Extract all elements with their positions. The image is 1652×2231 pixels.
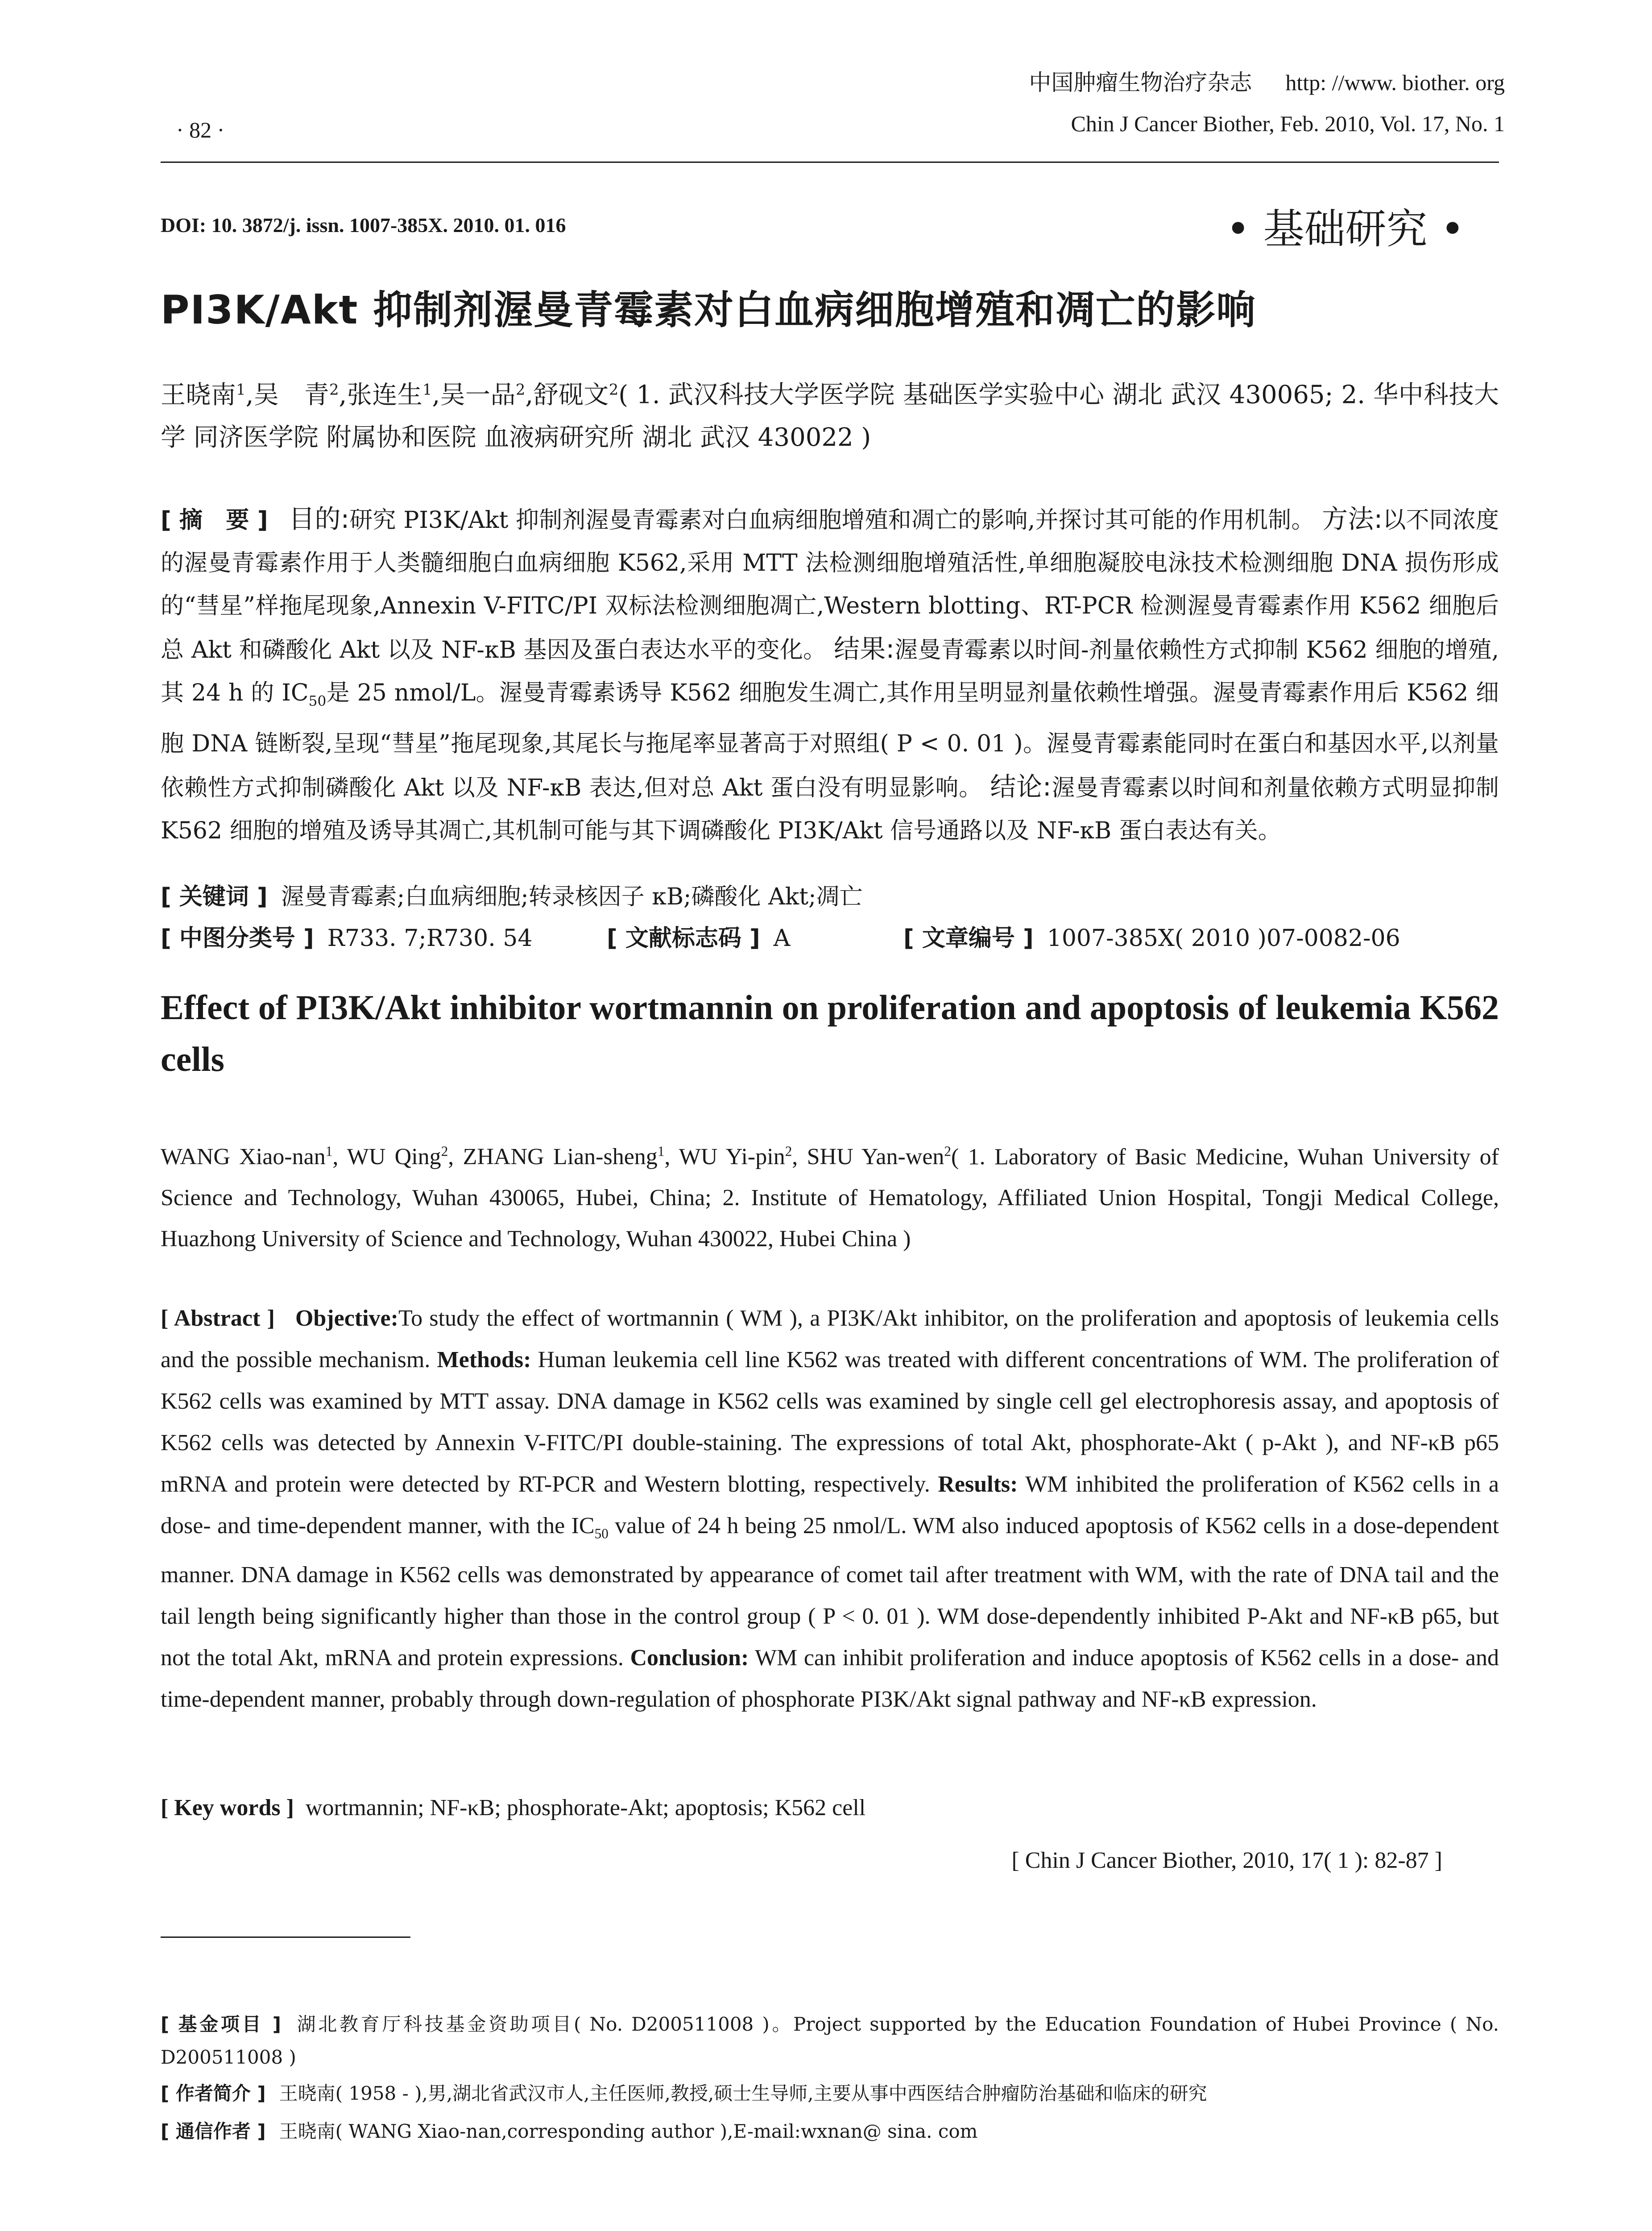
author-en: WU Yi-pin$^2$ <box>679 1144 792 1170</box>
journal-url[interactable]: http: //www. biother. org <box>1285 70 1505 95</box>
author-info-text: 王晓南( 1958 - ),男,湖北省武汉市人,主任医师,教授,硕士生导师,主要从事中西医结合肿瘤防治基础和临床的研究 <box>279 2082 1207 2104</box>
keywords-cn <box>161 875 863 918</box>
abstract-cn <box>161 498 1499 852</box>
author-cn: 吴一品$^2$ <box>440 380 526 410</box>
ic50-subscript: 50 <box>308 693 327 709</box>
objective-head-en: Objective: <box>295 1306 398 1331</box>
keywords-cn-label: [ 关键词 ] <box>161 883 268 910</box>
author-cn: 张连生$^1$ <box>347 380 432 410</box>
footnote-correspondence <box>161 2115 1499 2148</box>
doc-code-label: [ 文献标志码 ] <box>607 925 760 952</box>
doc-code-value: A <box>773 925 791 952</box>
methods-cn: 以不同浓度的渥曼青霉素作用于人类髓细胞白血病细胞 K562,采用 MTT 法检测细胞增殖活性,单细胞凝胶电泳技术检测细胞 DNA 损伤形成的“彗星”样拖尾现象,Annexin V-FITC/PI 双标法检测细胞凋亡,Western blotting、RT-PCR 检测渥曼青霉素作用 K562 细胞后总 Akt 和磷酸化 Akt 以及 NF-κB 基因及蛋白表达水平的变化。 <box>161 507 1499 663</box>
results-head-en: Results: <box>938 1472 1018 1497</box>
clc-label: [ 中图分类号 ] <box>161 925 314 952</box>
author-info-label: [ 作者简介 ] <box>161 2082 266 2104</box>
affiliation-cn: ( 1. 武汉科技大学医学院 基础医学实验中心 湖北 武汉 430065; 2. 华中科技大学 同济医学院 附属协和医院 血液病研究所 湖北 武汉 430022 ) <box>161 380 1499 452</box>
clc-value: R733. 7;R730. 54 <box>327 925 533 952</box>
results-en-a: WM inhibited the proliferation of K562 cells in a dose- and time-dependent manner, with the IC <box>161 1472 1499 1538</box>
author-cn: 舒砚文$^2$ <box>533 380 619 410</box>
conclusion-en: WM can inhibit proliferation and induce apoptosis of K562 cells in a dose- and time-dependent manner, probably through down-regulation of phosphorate PI3K/Akt signal pathway and NF-κB expression. <box>161 1645 1499 1713</box>
correspondence-label: [ 通信作者 ] <box>161 2120 266 2142</box>
header-divider <box>161 162 1499 163</box>
author-cn: 吴 青$^2$ <box>253 380 339 410</box>
methods-head-en: Methods: <box>437 1347 531 1373</box>
keywords-en <box>161 1795 865 1821</box>
author-en: SHU Yan-wen$^2$ <box>807 1144 951 1170</box>
footnote-author <box>161 2077 1499 2110</box>
conclusion-cn: 渥曼青霉素以时间和剂量依赖方式明显抑制 K562 细胞的增殖及诱导其凋亡,其机制可能与其下调磷酸化 PI3K/Akt 信号通路以及 NF-κB 蛋白表达有关。 <box>161 775 1499 845</box>
classification-line <box>161 917 1499 960</box>
journal-name-cn: 中国肿瘤生物治疗杂志 <box>1029 70 1252 95</box>
authors-en: WANG Xiao-nan$^1$, WU Qing$^2$, ZHANG Lian-sheng$^1$, WU Yi-pin$^2$, SHU Yan-wen$^2$( 1. Laboratory of Basic Medicine, Wuhan University of Science and Technology, Wuhan 430065, Hubei, China; 2. Institute of Hematology, Affiliated Union Hospital, Tongji Medical College, Huazhong University of Science and Technology, Wuhan 430022, Hubei China ) <box>161 1144 1499 1252</box>
correspondence-text: 王晓南( WANG Xiao-nan,corresponding author ),E-mail:wxnan@ sina. com <box>279 2120 978 2142</box>
results-cn-a: 渥曼青霉素以时间-剂量依赖性方式抑制 K562 细胞的增殖,其 24 h 的 IC <box>161 637 1499 706</box>
keywords-en-label: [ Key words ] <box>161 1795 294 1820</box>
page-number: · 82 · <box>176 117 225 142</box>
title-cn: PI3K/Akt 抑制剂渥曼青霉素对白血病细胞增殖和凋亡的影响 <box>161 287 1257 333</box>
article-no-label: [ 文章编号 ] <box>903 925 1034 952</box>
footnote-divider <box>161 1937 410 1938</box>
title-en: Effect of PI3K/Akt inhibitor wortmannin on proliferation and apoptosis of leukemia K562 cells <box>161 988 1499 1078</box>
journal-header <box>1029 66 1505 99</box>
affiliation-en: ( 1. Laboratory of Basic Medicine, Wuhan University of Science and Technology, Wuhan 430065, Hubei, China; 2. Institute of Hematology, Affiliated Union Hospital, Tongji Medical College, Huazhong University of Science and Technology, Wuhan 430022, Hubei China ) <box>161 1144 1499 1252</box>
author-en: ZHANG Lian-sheng$^1$ <box>463 1144 665 1170</box>
author-cn: 王晓南$^1$ <box>161 380 246 410</box>
methods-head-cn: 方法: <box>1322 504 1383 534</box>
author-en: WU Qing$^2$ <box>347 1144 448 1170</box>
results-en-b: value of 24 h being 25 nmol/L. WM also induced apoptosis of K562 cells in a dose-dependent manner. DNA damage in K562 cells was demonstrated by appearance of comet tail after treatment with WM, with the rate of DNA tail and the tail length being significantly higher than those in the control group ( P < 0. 01 ). WM dose-dependently inhibited P-Akt and NF-κB p65, but not the total Akt, mRNA and protein expressions. <box>161 1513 1499 1671</box>
abstract-cn-label: [ 摘 要 ] <box>161 507 268 534</box>
ic50-subscript-en: 50 <box>594 1526 609 1542</box>
conclusion-head-en: Conclusion: <box>630 1645 749 1671</box>
doi[interactable]: DOI: 10. 3872/j. issn. 1007-385X. 2010. 01. 016 <box>161 214 566 236</box>
citation: [ Chin J Cancer Biother, 2010, 17( 1 ): 82-87 ] <box>1011 1848 1442 1873</box>
author-en: WANG Xiao-nan$^1$ <box>161 1144 333 1170</box>
authors-cn: 王晓南$^1$,吴 青$^2$,张连生$^1$,吴一品$^2$,舒砚文$^2$( 1. 武汉科技大学医学院 基础医学实验中心 湖北 武汉 430065; 2. 华中科技大学 同济医学院 附属协和医院 血液病研究所 湖北 武汉 430022 ) <box>161 380 1499 452</box>
footnote-fund <box>161 2008 1499 2074</box>
objective-head-cn: 目的: <box>289 504 350 534</box>
keywords-cn-text: 渥曼青霉素;白血病细胞;转录核因子 κB;磷酸化 Akt;凋亡 <box>281 883 863 910</box>
abstract-en-label: [ Abstract ] <box>161 1306 275 1331</box>
abstract-en <box>161 1298 1499 1720</box>
section-tag: • 基础研究 • <box>1226 205 1465 253</box>
fund-label: [ 基金项目 ] <box>161 2013 281 2035</box>
article-no-value: 1007-385X( 2010 )07-0082-06 <box>1047 925 1400 952</box>
results-head-cn: 结果: <box>834 634 895 664</box>
objective-cn: 研究 PI3K/Akt 抑制剂渥曼青霉素对白血病细胞增殖和凋亡的影响,并探讨其可能的作用机制。 <box>349 507 1315 534</box>
journal-issue-line: Chin J Cancer Biother, Feb. 2010, Vol. 17, No. 1 <box>1071 111 1505 136</box>
methods-en: Human leukemia cell line K562 was treated with different concentrations of WM. The proliferation of K562 cells was examined by MTT assay. DNA damage in K562 cells was examined by single cell gel electrophoresis assay, and apoptosis of K562 cells was detected by Annexin V-FITC/PI double-staining. The expressions of total Akt, phosphorate-Akt ( p-Akt ), and NF-κB p65 mRNA and protein were detected by RT-PCR and Western blotting, respectively. <box>161 1347 1499 1497</box>
fund-text: 湖北教育厅科技基金资助项目( No. D200511008 )。Project supported by the Education Foundation of Hubei Province ( No. D200511008 ) <box>161 2013 1499 2068</box>
conclusion-head-cn: 结论: <box>990 771 1052 802</box>
objective-en: To study the effect of wortmannin ( WM ), a PI3K/Akt inhibitor, on the proliferation and apoptosis of leukemia cells and the possible mechanism. <box>161 1306 1499 1373</box>
keywords-en-text: wortmannin; NF-κB; phosphorate-Akt; apoptosis; K562 cell <box>305 1795 866 1820</box>
results-cn-b: 是 25 nmol/L。渥曼青霉素诱导 K562 细胞发生凋亡,其作用呈明显剂量依赖性增强。渥曼青霉素作用后 K562 细胞 DNA 链断裂,呈现“彗星”拖尾现象,其尾长与拖尾率显著高于对照组( P < 0. 01 )。渥曼青霉素能同时在蛋白和基因水平,以剂量依赖性方式抑制磷酸化 Akt 以及 NF-κB 表达,但对总 Akt 蛋白没有明显影响。 <box>161 680 1499 802</box>
